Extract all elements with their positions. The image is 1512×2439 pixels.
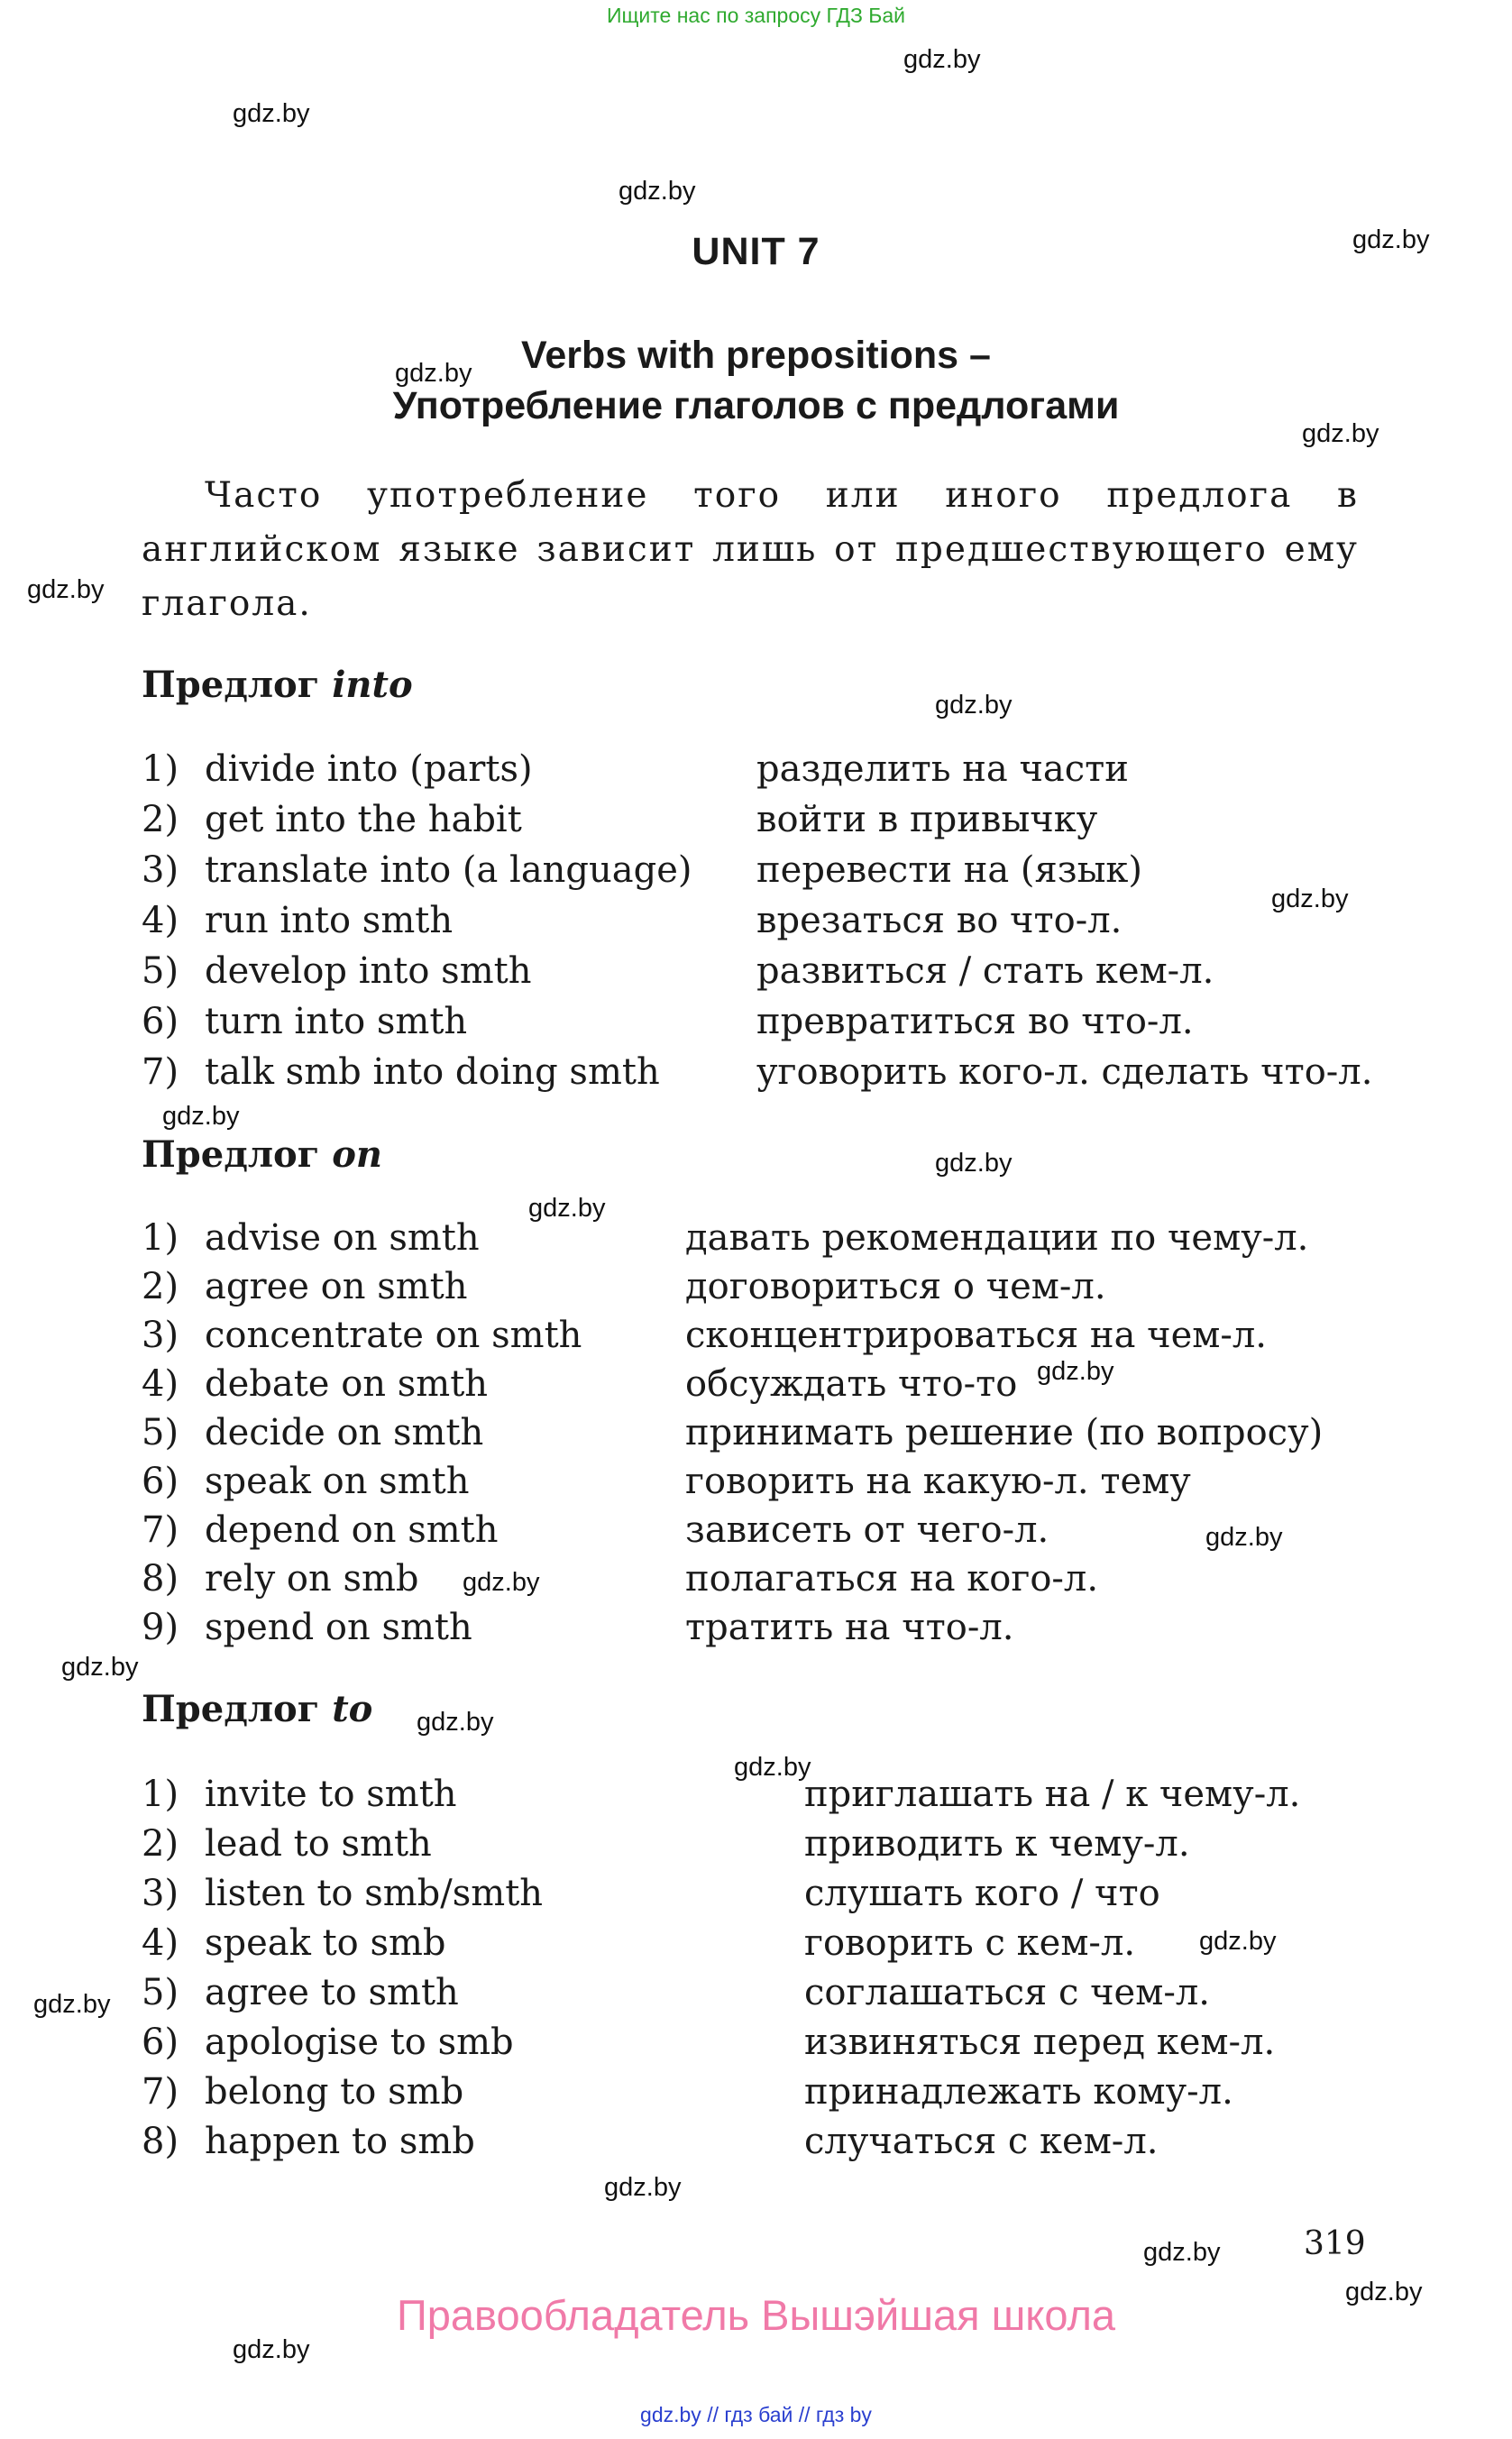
item-english: debate on smth xyxy=(205,1363,489,1405)
watermark: gdz.by xyxy=(1352,225,1430,254)
heading-label: Предлог xyxy=(142,1688,320,1730)
section-heading-on xyxy=(142,1133,382,1176)
bottom-links[interactable]: gdz.by // гдз бай // гдз by xyxy=(640,2403,872,2426)
watermark: gdz.by xyxy=(1037,1357,1114,1386)
item-number: 7) xyxy=(142,1509,179,1551)
item-number: 4) xyxy=(142,1922,179,1964)
item-russian: приглашать на / к чему-л. xyxy=(804,1774,1301,1815)
item-russian: разделить на части xyxy=(756,748,1129,790)
item-russian: соглашаться с чем-л. xyxy=(804,1972,1210,2013)
watermark: gdz.by xyxy=(417,1708,494,1737)
item-english: depend on smth xyxy=(205,1509,499,1551)
item-english: run into smth xyxy=(205,900,454,941)
rights-holder: Правообладатель Вышэйшая школа xyxy=(396,2291,1116,2339)
item-russian: говорить с кем-л. xyxy=(804,1922,1136,1964)
item-english: advise on smth xyxy=(205,1217,480,1259)
watermark: gdz.by xyxy=(162,1102,240,1131)
item-russian: слушать кого / что xyxy=(804,1873,1160,1914)
item-number: 1) xyxy=(142,1217,179,1259)
heading-label: Предлог xyxy=(142,664,320,706)
item-russian: случаться с кем-л. xyxy=(804,2121,1159,2162)
item-number: 2) xyxy=(142,799,179,840)
item-number: 2) xyxy=(142,1823,179,1865)
item-number: 1) xyxy=(142,748,179,790)
section-title-ru: Употребление глаголов с предлогами xyxy=(392,384,1120,427)
watermark: gdz.by xyxy=(27,575,105,604)
heading-preposition: into xyxy=(332,664,413,706)
item-russian: полагаться на кого-л. xyxy=(685,1558,1099,1600)
watermark: gdz.by xyxy=(1205,1523,1283,1552)
section-heading-to xyxy=(142,1688,372,1730)
item-number: 5) xyxy=(142,950,179,992)
item-number: 7) xyxy=(142,1051,179,1093)
item-number: 6) xyxy=(142,1001,179,1042)
item-russian: говорить на какую-л. тему xyxy=(685,1461,1191,1502)
item-russian: договориться о чем-л. xyxy=(685,1266,1106,1307)
watermark: gdz.by xyxy=(619,177,696,206)
watermark: gdz.by xyxy=(233,99,310,128)
item-russian: врезаться во что-л. xyxy=(756,900,1123,941)
watermark: gdz.by xyxy=(528,1194,606,1223)
heading-preposition: to xyxy=(332,1688,373,1730)
watermark: gdz.by xyxy=(1271,885,1349,913)
item-russian: принадлежать кому-л. xyxy=(804,2071,1233,2113)
item-russian: уговорить кого-л. сделать что-л. xyxy=(756,1051,1373,1093)
item-number: 2) xyxy=(142,1266,179,1307)
item-russian: давать рекомендации по чему-л. xyxy=(685,1217,1309,1259)
item-english: turn into smth xyxy=(205,1001,468,1042)
item-number: 4) xyxy=(142,1363,179,1405)
item-russian: приводить к чему-л. xyxy=(804,1823,1190,1865)
item-number: 8) xyxy=(142,2121,179,2162)
watermark: gdz.by xyxy=(61,1653,139,1682)
unit-title: UNIT 7 xyxy=(692,230,820,273)
item-english: invite to smth xyxy=(205,1774,457,1815)
item-english: divide into (parts) xyxy=(205,748,533,790)
item-number: 1) xyxy=(142,1774,179,1815)
watermark: gdz.by xyxy=(1302,419,1379,448)
item-russian: извиняться перед кем-л. xyxy=(804,2022,1276,2063)
item-english: agree to smth xyxy=(205,1972,459,2013)
item-english: get into the habit xyxy=(205,799,522,840)
item-number: 8) xyxy=(142,1558,179,1600)
item-english: concentrate on smth xyxy=(205,1315,582,1356)
section-heading-into xyxy=(142,664,413,706)
item-russian: обсуждать что-то xyxy=(685,1363,1018,1405)
item-russian: развиться / стать кем-л. xyxy=(756,950,1214,992)
item-number: 4) xyxy=(142,900,179,941)
heading-preposition: on xyxy=(332,1133,382,1176)
section-title-en: Verbs with prepositions – xyxy=(521,334,991,377)
watermark: gdz.by xyxy=(1345,2278,1423,2306)
item-english: speak on smth xyxy=(205,1461,470,1502)
item-number: 6) xyxy=(142,1461,179,1502)
item-russian: перевести на (язык) xyxy=(756,849,1143,891)
item-english: rely on smb xyxy=(205,1558,419,1600)
item-number: 5) xyxy=(142,1972,179,2013)
top-banner[interactable]: Ищите нас по запросу ГДЗ Бай xyxy=(606,4,906,27)
item-russian: сконцентрироваться на чем-л. xyxy=(685,1315,1267,1356)
item-russian: войти в привычку xyxy=(756,799,1098,840)
item-russian: тратить на что-л. xyxy=(685,1607,1014,1648)
watermark: gdz.by xyxy=(395,359,472,388)
item-number: 6) xyxy=(142,2022,179,2063)
watermark: gdz.by xyxy=(604,2173,682,2202)
watermark: gdz.by xyxy=(233,2335,310,2364)
watermark: gdz.by xyxy=(33,1990,111,2019)
item-russian: принимать решение (по вопросу) xyxy=(685,1412,1324,1453)
watermark: gdz.by xyxy=(1199,1927,1277,1956)
item-english: apologise to smb xyxy=(205,2022,514,2063)
watermark: gdz.by xyxy=(935,691,1013,720)
item-english: happen to smb xyxy=(205,2121,475,2162)
heading-label: Предлог xyxy=(142,1133,320,1176)
item-english: talk smb into doing smth xyxy=(205,1051,660,1093)
intro-paragraph xyxy=(142,469,1359,631)
item-english: belong to smb xyxy=(205,2071,464,2113)
item-russian: превратиться во что-л. xyxy=(756,1001,1194,1042)
item-number: 3) xyxy=(142,1873,179,1914)
watermark: gdz.by xyxy=(1143,2238,1221,2267)
item-english: speak to smb xyxy=(205,1922,446,1964)
item-english: listen to smb/smth xyxy=(205,1873,544,1914)
watermark: gdz.by xyxy=(463,1568,540,1597)
page-number: 319 xyxy=(1304,2225,1366,2262)
item-number: 9) xyxy=(142,1607,179,1648)
watermark: gdz.by xyxy=(935,1149,1013,1178)
item-number: 3) xyxy=(142,849,179,891)
item-english: translate into (a language) xyxy=(205,849,692,891)
item-english: spend on smth xyxy=(205,1607,472,1648)
item-number: 3) xyxy=(142,1315,179,1356)
item-english: agree on smth xyxy=(205,1266,468,1307)
item-number: 5) xyxy=(142,1412,179,1453)
item-number: 7) xyxy=(142,2071,179,2113)
watermark: gdz.by xyxy=(734,1753,811,1782)
item-english: decide on smth xyxy=(205,1412,484,1453)
item-english: lead to smth xyxy=(205,1823,432,1865)
watermark: gdz.by xyxy=(903,45,981,74)
item-english: develop into smth xyxy=(205,950,532,992)
item-russian: зависеть от чего-л. xyxy=(685,1509,1049,1551)
intro-text: Часто употребление того или иного предлога в английском языке зависит лишь от предшествующего ему глагола. xyxy=(142,475,1359,624)
